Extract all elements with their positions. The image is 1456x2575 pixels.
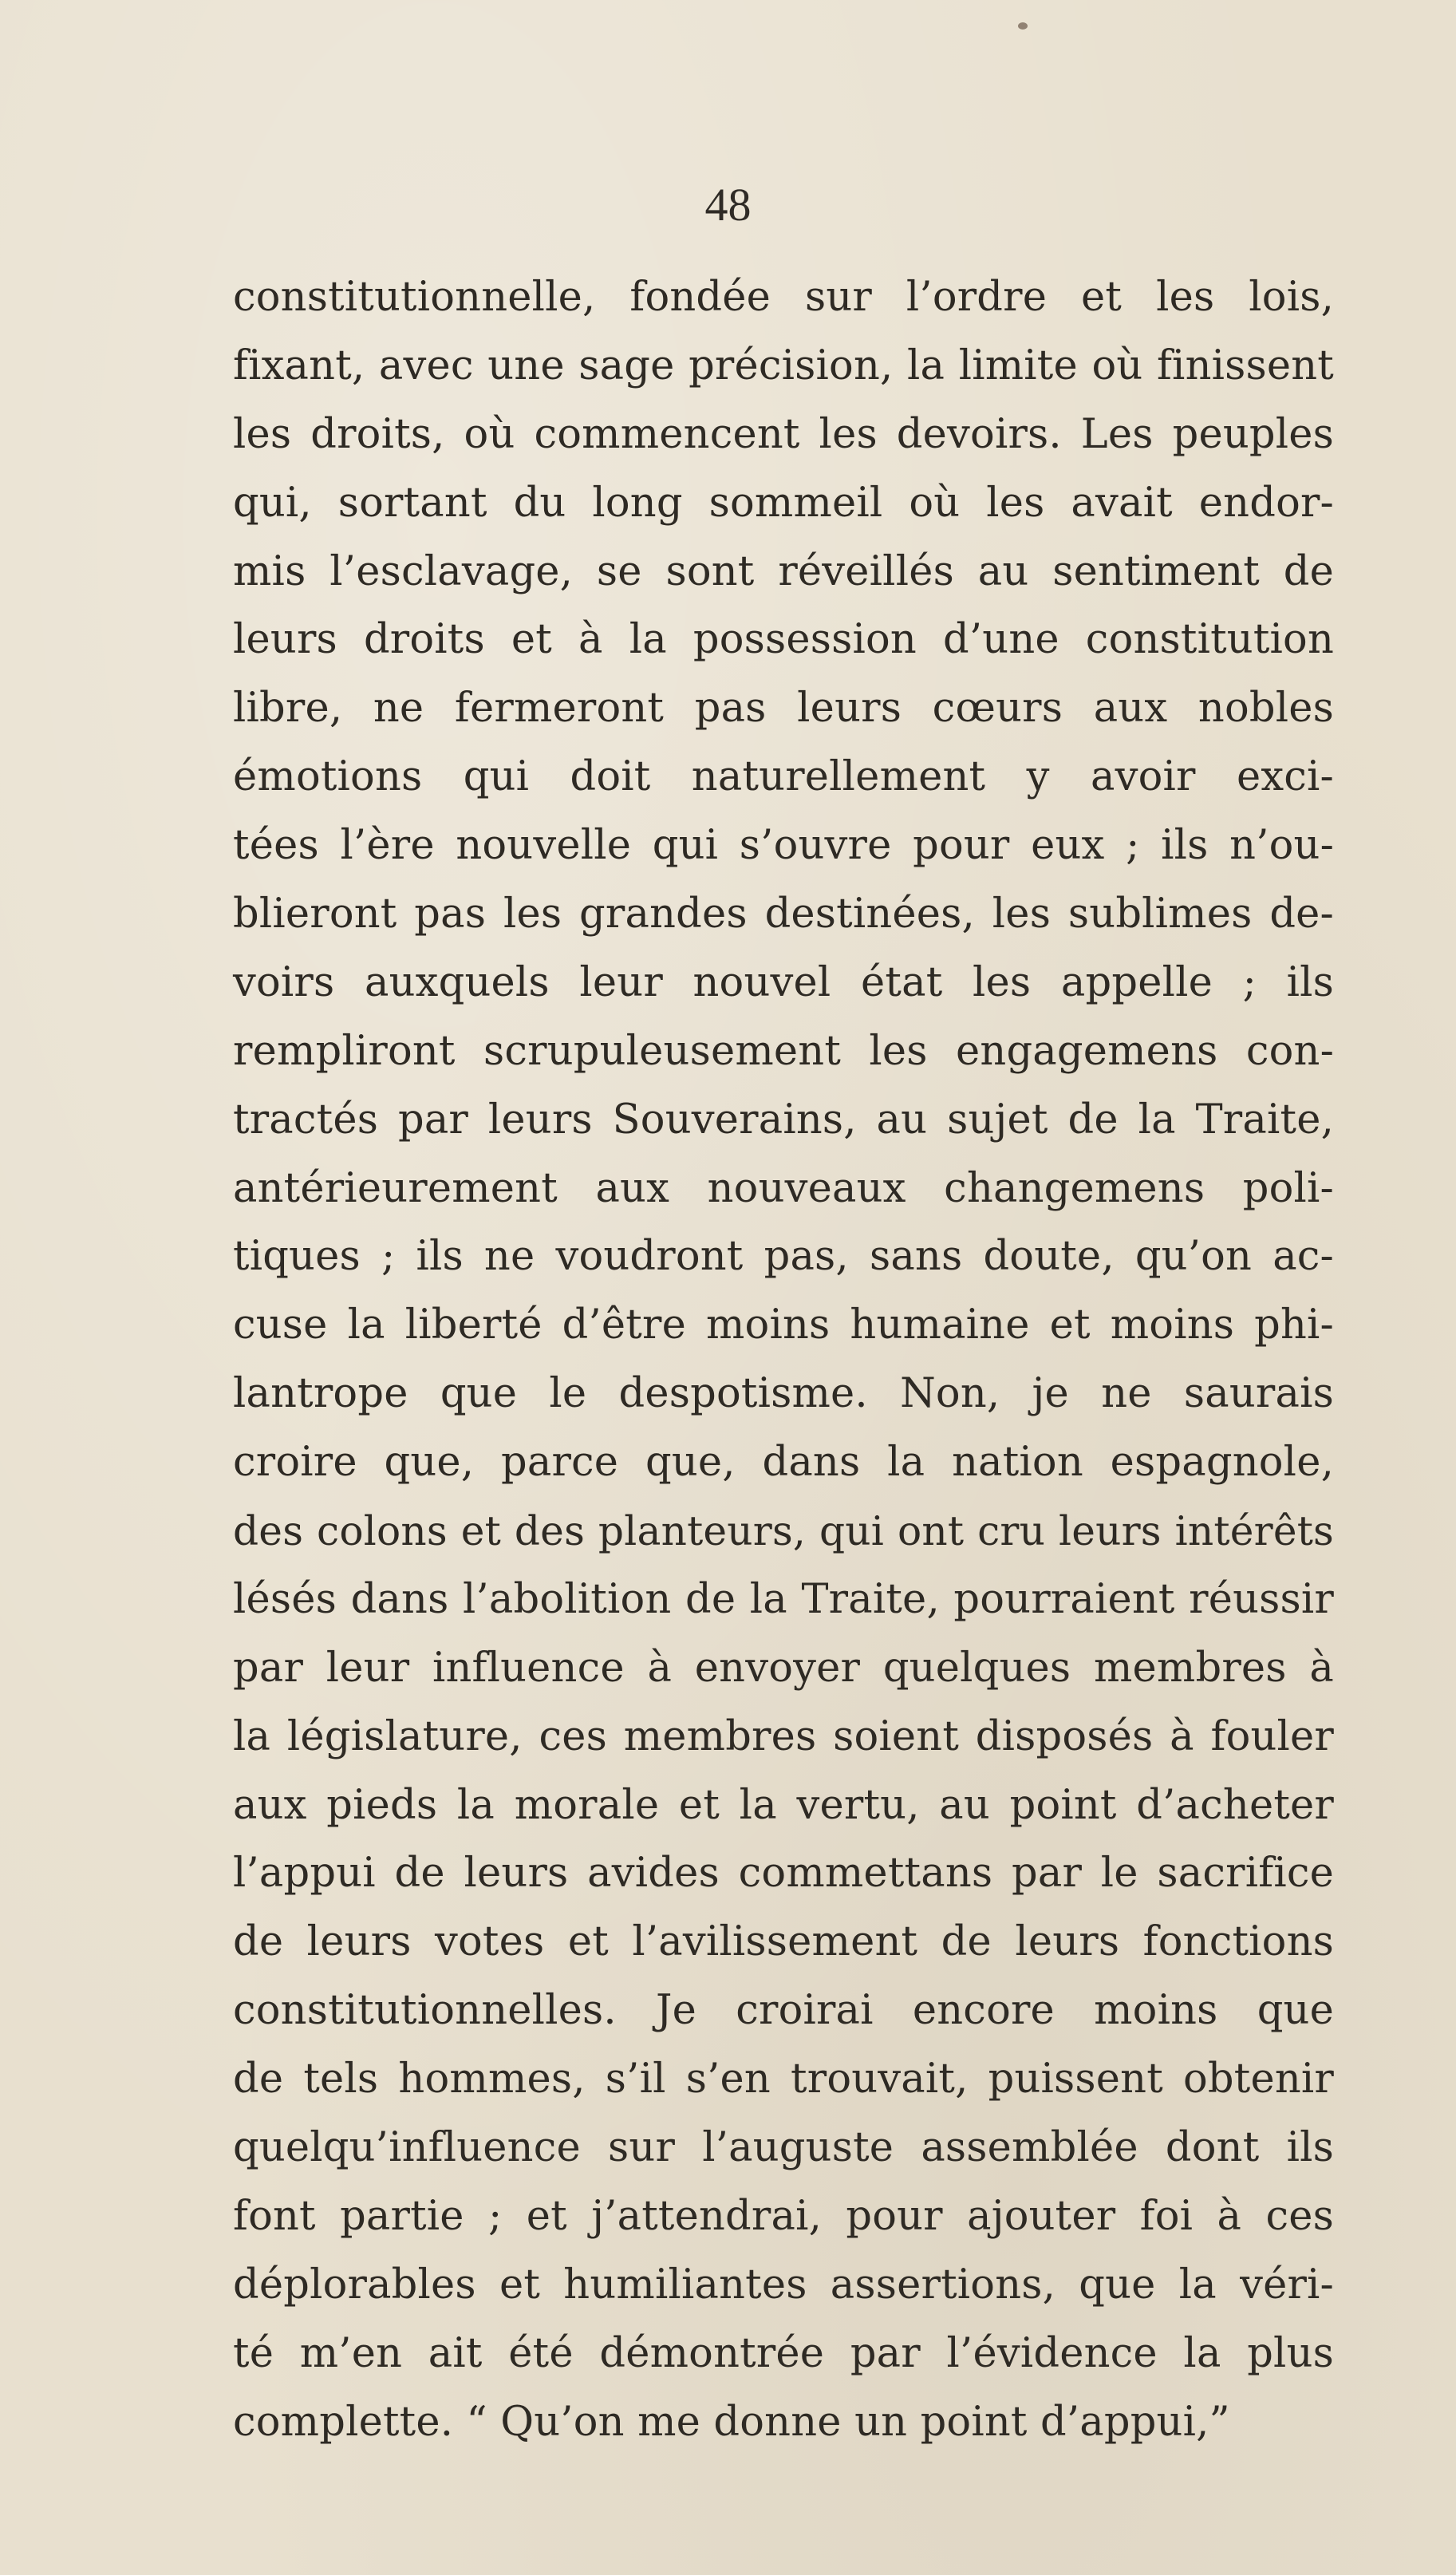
text-line: tiques ; ils ne voudront pas, sans doute, qu’on ac-: [233, 1233, 1334, 1281]
text-line: les droits, où commencent les devoirs. Les peuples: [233, 410, 1334, 458]
ink-speck: [1018, 22, 1028, 30]
text-line: font partie ; et j’attendrai, pour ajouter foi à ces: [233, 2192, 1334, 2240]
text-line: fixant, avec une sage précision, la limite où finissent: [233, 342, 1334, 389]
text-line: antérieurement aux nouveaux changemens poli-: [233, 1164, 1334, 1212]
text-line: lésés dans l’abolition de la Traite, pourraient réussir: [233, 1575, 1334, 1623]
text-line: des colons et des planteurs, qui ont cru leurs intérêts: [233, 1507, 1334, 1555]
text-line: de leurs votes et l’avilissement de leurs fonctions: [233, 1918, 1334, 1966]
text-line: émotions qui doit naturellement y avoir exci-: [233, 753, 1334, 801]
text-line: constitutionnelle, fondée sur l’ordre et les lois,: [233, 274, 1334, 321]
text-line: tractés par leurs Souverains, au sujet de la Traite,: [233, 1096, 1334, 1143]
page-number: 48: [704, 179, 752, 231]
text-line: libre, ne fermeront pas leurs cœurs aux nobles: [233, 685, 1334, 733]
text-line: complette. “ Qu’on me donne un point d’appui,”: [233, 2398, 1230, 2446]
text-line: quelqu’influence sur l’auguste assemblée dont ils: [233, 2124, 1334, 2172]
text-line: qui, sortant du long sommeil où les avait endor-: [233, 479, 1334, 527]
text-line: par leur influence à envoyer quelques membres à: [233, 1644, 1334, 1692]
text-line: leurs droits et à la possession d’une constitution: [233, 616, 1334, 664]
text-line: la législature, ces membres soient disposés à fouler: [233, 1712, 1334, 1760]
text-line: blieront pas les grandes destinées, les sublimes de-: [233, 891, 1334, 938]
text-line: lantrope que le despotisme. Non, je ne saurais: [233, 1370, 1334, 1418]
body-text: [233, 263, 1334, 2457]
text-line: constitutionnelles. Je croirai encore moins que: [233, 1987, 1334, 2035]
text-line: aux pieds la morale et la vertu, au point d’acheter: [233, 1781, 1334, 1829]
text-line: tées l’ère nouvelle qui s’ouvre pour eux ; ils n’ou-: [233, 822, 1334, 870]
text-line: déplorables et humiliantes assertions, que la véri-: [233, 2261, 1334, 2308]
text-line: rempliront scrupuleusement les engagemens con-: [233, 1027, 1334, 1075]
text-line: mis l’esclavage, se sont réveillés au sentiment de: [233, 547, 1334, 595]
text-line: croire que, parce que, dans la nation espagnole,: [233, 1439, 1334, 1487]
text-line: l’appui de leurs avides commettans par le sacrifice: [233, 1850, 1334, 1898]
text-line: de tels hommes, s’il s’en trouvait, puissent obtenir: [233, 2056, 1334, 2103]
text-line: té m’en ait été démontrée par l’évidence la plus: [233, 2329, 1334, 2377]
text-line: voirs auxquels leur nouvel état les appelle ; ils: [233, 958, 1334, 1006]
text-line: cuse la liberté d’être moins humaine et moins phi-: [233, 1301, 1334, 1349]
